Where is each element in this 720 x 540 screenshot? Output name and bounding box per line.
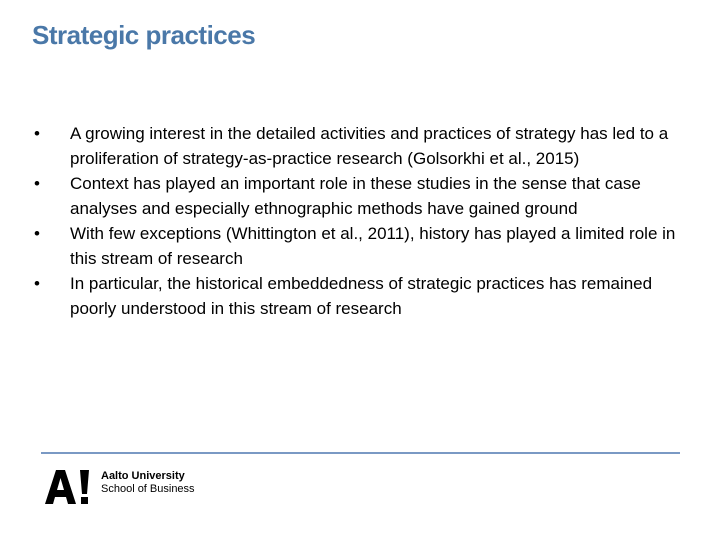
school-name: School of Business bbox=[101, 483, 195, 495]
logo-text bbox=[101, 470, 195, 496]
bullet-item bbox=[28, 221, 700, 271]
bullet-marker: • bbox=[34, 224, 40, 243]
bullet-marker: • bbox=[34, 174, 40, 193]
bullet-list bbox=[28, 121, 700, 321]
footer-divider bbox=[41, 452, 680, 454]
university-name: Aalto University bbox=[101, 470, 185, 482]
bullet-item bbox=[28, 121, 700, 171]
bullet-marker: • bbox=[34, 274, 40, 293]
bullet-marker: • bbox=[34, 124, 40, 143]
bullet-text: A growing interest in the detailed activities and practices of strategy has led to a proliferation of strategy-as-practice research (Golsorkhi et al., 2015) bbox=[70, 124, 669, 168]
aalto-logo-mark-icon bbox=[45, 469, 91, 505]
aalto-logo bbox=[45, 469, 225, 509]
bullet-text: In particular, the historical embeddedness of strategic practices has remained poorly understood in this stream of research bbox=[70, 274, 653, 318]
bullet-text: Context has played an important role in these studies in the sense that case analyses and especially ethnographic methods have gained ground bbox=[70, 174, 641, 218]
slide-title: Strategic practices bbox=[32, 20, 256, 50]
bullet-text: With few exceptions (Whittington et al., 2011), history has played a limited role in this stream of research bbox=[70, 224, 676, 268]
bullet-item bbox=[28, 271, 700, 321]
bullet-item bbox=[28, 171, 700, 221]
